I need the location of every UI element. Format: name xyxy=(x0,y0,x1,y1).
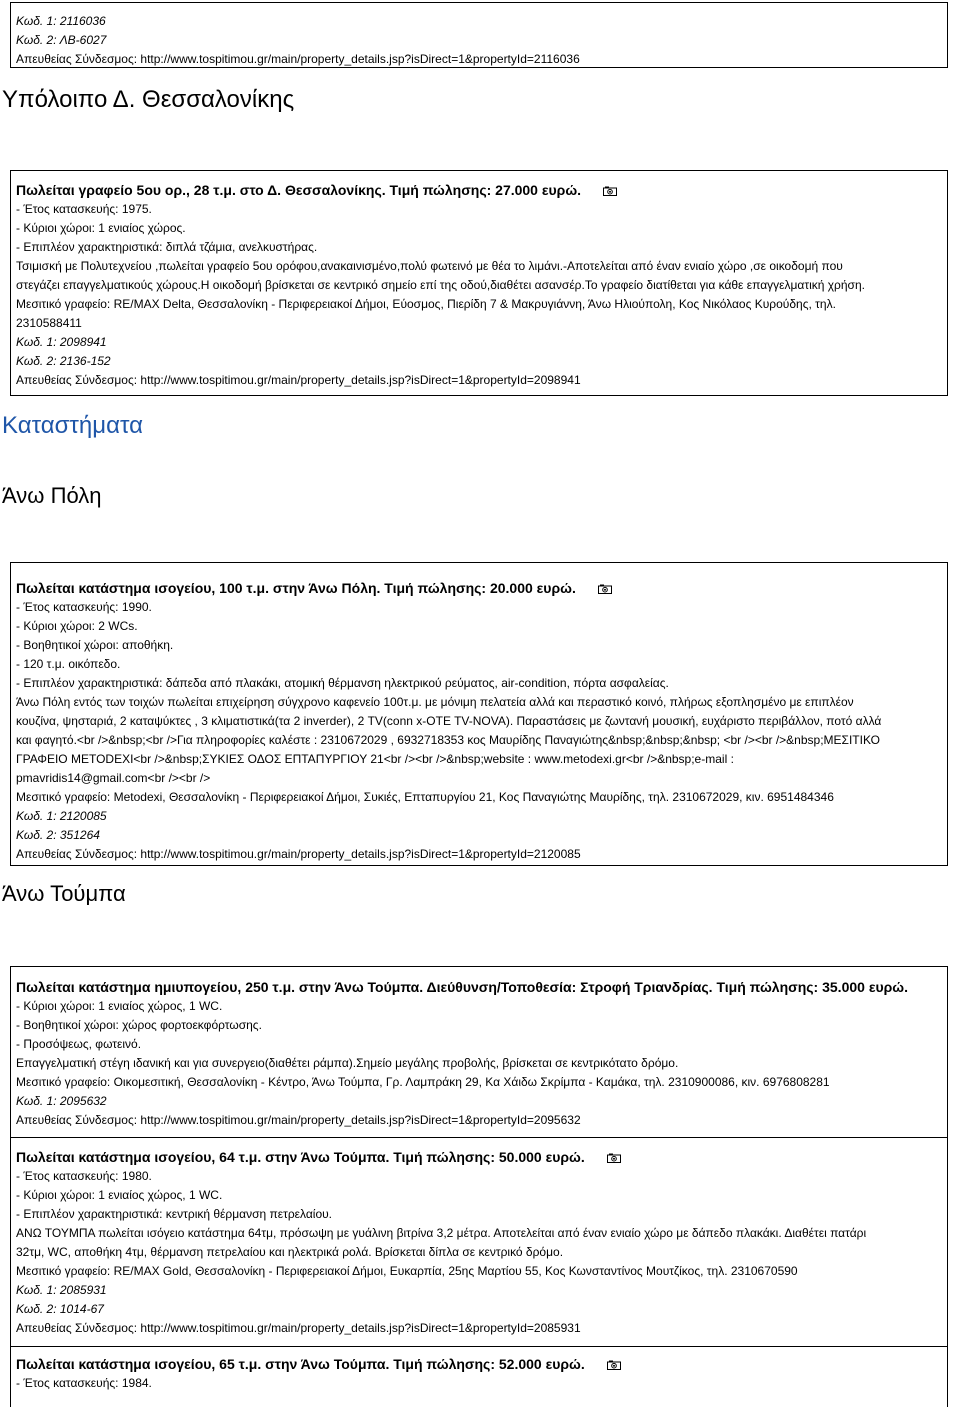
listing-line: και φαγητό.<br />&nbsp;<br />Για πληροφορίες καλέστε : 2310672029 , 6932718353 κος Μαυρίδης Παναγιώτης&nbsp;&nbsp;&nbsp; <br /><br />&nbsp;ΜΕΣΙΤΙΚΟ xyxy=(16,733,880,747)
listing-line: - Κύριοι χώροι: 1 ενιαίος χώρος. xyxy=(16,221,186,235)
code-1: Κωδ. 1: 2095632 xyxy=(16,1094,107,1108)
direct-link[interactable]: Απευθείας Σύνδεσμος: http://www.tospitimou.gr/main/property_details.jsp?isDirect=1&propertyId=2098941 xyxy=(16,373,581,387)
code-1: Κωδ. 1: 2098941 xyxy=(16,335,107,349)
direct-link[interactable]: Απευθείας Σύνδεσμος: http://www.tospitimou.gr/main/property_details.jsp?isDirect=1&propertyId=2116036 xyxy=(16,52,580,66)
camera-icon[interactable] xyxy=(603,186,617,196)
code-2: Κωδ. 2: 1014-67 xyxy=(16,1302,104,1316)
listing-box-office xyxy=(10,170,948,396)
camera-icon[interactable] xyxy=(607,1153,621,1163)
code-1: Κωδ. 1: 2116036 xyxy=(16,14,106,28)
listing-title xyxy=(16,1148,947,1167)
listing-title xyxy=(16,1355,947,1374)
listing-title-text: Πωλείται γραφείο 5ου ορ., 28 τ.μ. στο Δ. Θεσσαλονίκης. Τιμή πώλησης: 27.000 ευρώ. xyxy=(16,182,582,198)
listing-title xyxy=(16,181,947,200)
listing-line: - Κύριοι χώροι: 1 ενιαίος χώρος, 1 WC. xyxy=(16,1188,223,1202)
listing-line: - Επιπλέον χαρακτηριστικά: δάπεδα από πλακάκι, ατομική θέρμανση ηλεκτρικού ρεύματος, air-condition, πόρτα ασφαλείας. xyxy=(16,676,669,690)
listing-line: ΓΡΑΦΕΙΟ METODEXI<br />&nbsp;ΣΥΚΙΕΣ ΟΔΟΣ ΕΠΤΑΠΥΡΓΙΟΥ 21<br /><br />&nbsp;website : www.metodexi.gr<br />&nbsp;e-mail : xyxy=(16,752,734,766)
listing-line: - Έτος κατασκευής: 1984. xyxy=(16,1376,152,1390)
listing-line: Μεσιτικό γραφείο: RE/MAX Delta, Θεσσαλονίκη - Περιφερειακοί Δήμοι, Εύοσμος, Πιερίδη 7 & Μακρυγιάννη, Άνω Ηλιούπολη, Κος Νικόλαος Κυρούδης, τηλ. xyxy=(16,297,836,311)
listing-line: - Επιπλέον χαρακτηριστικά: διπλά τζάμια, ανελκυστήρας. xyxy=(16,240,318,254)
listing-box-store-ano-toumpa-2 xyxy=(10,1137,948,1347)
listing-line: κουζίνα, ψησταριά, 2 καταψύκτες , 3 κλιματιστικά(τα 2 inverder), 2 TV(conn x-OTE TV-NOVA). Παραστάσεις με ζωντανή μουσική, ευχάριστο περιβάλλον, ποτό αλλά xyxy=(16,714,882,728)
listing-line: Μεσιτικό γραφείο: RE/MAX Gold, Θεσσαλονίκη - Περιφερειακοί Δήμοι, Ευκαρπία, 25ης Μαρτίου 55, Κος Κωνσταντίνος Μουτζίκος, τηλ. 2310670590 xyxy=(16,1264,798,1278)
listing-title-text: Πωλείται κατάστημα ισογείου, 64 τ.μ. στην Άνω Τούμπα. Τιμή πώλησης: 50.000 ευρώ. xyxy=(16,1149,585,1165)
camera-icon[interactable] xyxy=(598,584,612,594)
listing-line: Τσιμισκή με Πολυτεχνείου ,πωλείται γραφείο 5ου ορόφου,ανακαινισμένο,πολύ φωτεινό με θέα το λιμάνι.-Αποτελείται από έναν ενιαίο χώρο ,σε οικοδομή που xyxy=(16,259,843,273)
code-2: Κωδ. 2: ΛΒ-6027 xyxy=(16,33,107,47)
code-1: Κωδ. 1: 2120085 xyxy=(16,809,107,823)
listing-line: - Έτος κατασκευής: 1980. xyxy=(16,1169,152,1183)
listing-box-store-ano-toumpa-3 xyxy=(10,1346,948,1407)
code-2: Κωδ. 2: 2136-152 xyxy=(16,354,111,368)
listing-title: Πωλείται κατάστημα ημιυπογείου, 250 τ.μ. στην Άνω Τούμπα. Διεύθυνση/Τοποθεσία: Στροφή Τριανδρίας. Τιμή πώλησης: 35.000 ευρώ. xyxy=(16,979,908,995)
listing-line: Επαγγελματική στέγη ιδανική και για συνεργειο(διαθέτει ράμπα).Σημείο μεγάλης προβολής, βρίσκεται σε κεντρικότατο δρόμο. xyxy=(16,1056,679,1070)
direct-link[interactable]: Απευθείας Σύνδεσμος: http://www.tospitimou.gr/main/property_details.jsp?isDirect=1&propertyId=2120085 xyxy=(16,847,581,861)
listing-line: - Βοηθητικοί χώροι: αποθήκη. xyxy=(16,638,174,652)
direct-link[interactable]: Απευθείας Σύνδεσμος: http://www.tospitimou.gr/main/property_details.jsp?isDirect=1&propertyId=2095632 xyxy=(16,1113,581,1127)
listing-line: Μεσιτικό γραφείο: Οικομεσιτική, Θεσσαλονίκη - Κέντρο, Άνω Τούμπα, Γρ. Λαμπράκη 29, Κα Χάιδω Σκρίμπα - Καμάκα, τηλ. 2310900086, κιν. 6976808281 xyxy=(16,1075,830,1089)
listing-line: - Προσόψεως, φωτεινό. xyxy=(16,1037,142,1051)
listing-title-text: Πωλείται κατάστημα ισογείου, 100 τ.μ. στην Άνω Πόλη. Τιμή πώλησης: 20.000 ευρώ. xyxy=(16,580,576,596)
listing-line: Μεσιτικό γραφείο: Metodexi, Θεσσαλονίκη - Περιφερειακοί Δήμοι, Συκιές, Επταπυργίου 21, Κος Παναγιώτης Μαυρίδης, τηλ. 2310672029, κιν. 6951484346 xyxy=(16,790,834,804)
listing-title xyxy=(16,579,947,598)
listing-box-store-ano-poli xyxy=(10,562,948,866)
section-heading-ypoloipo: Υπόλοιπο Δ. Θεσσαλονίκης xyxy=(2,86,295,113)
camera-icon[interactable] xyxy=(607,1360,621,1370)
listing-line: - Επιπλέον χαρακτηριστικά: κεντρική θέρμανση πετρελαίου. xyxy=(16,1207,333,1221)
section-heading-ano-poli: Άνω Πόλη xyxy=(2,483,102,508)
section-heading-ano-toumpa: Άνω Τούμπα xyxy=(2,881,126,906)
listing-line: Άνω Πόλη εντός των τοιχών πωλείται επιχείρηση σύγχρονο καφενείο 100τ.μ. με μόνιμη πελατεία αλλά και περαστικό κοινό, πλήρως εξοπλησμένο με επιπλέον xyxy=(16,695,854,709)
listing-line: στεγάζει επαγγελματικούς χώρους.Η οικοδομή βρίσκεται σε κεντρικό σημείο επί της οδού,διαθέτει ασανσέρ.Το γραφείο διατίθεται για κάθε επαγγελματική χρήση. xyxy=(16,278,865,292)
direct-link[interactable]: Απευθείας Σύνδεσμος: http://www.tospitimou.gr/main/property_details.jsp?isDirect=1&propertyId=2085931 xyxy=(16,1321,581,1335)
listing-box-top xyxy=(10,2,948,68)
listing-line: - Κύριοι χώροι: 2 WCs. xyxy=(16,619,138,633)
listing-line: ΑΝΩ ΤΟΥΜΠΑ πωλείται ισόγειο κατάστημα 64τμ, πρόσωψη με γυάλινη βιτρίνα 3,2 μέτρα. Αποτελείται από έναν ενιαίο χώρο με δάπεδο πλακάκι. Διαθέτει πατάρι xyxy=(16,1226,867,1240)
code-1: Κωδ. 1: 2085931 xyxy=(16,1283,107,1297)
listing-line: 32τμ, WC, αποθήκη 4τμ, θέρμανση πετρελαίου και ηλεκτρικά ρολά. Βρίσκεται δίπλα σε κεντρικό δρόμο. xyxy=(16,1245,564,1259)
listing-title-text: Πωλείται κατάστημα ισογείου, 65 τ.μ. στην Άνω Τούμπα. Τιμή πώλησης: 52.000 ευρώ. xyxy=(16,1356,585,1372)
listing-line: - Κύριοι χώροι: 1 ενιαίος χώρος, 1 WC. xyxy=(16,999,223,1013)
listing-line: - Έτος κατασκευής: 1990. xyxy=(16,600,152,614)
code-2: Κωδ. 2: 351264 xyxy=(16,828,100,842)
listing-box-store-ano-toumpa-1 xyxy=(10,966,948,1138)
section-heading-katastimata: Καταστήματα xyxy=(2,412,143,439)
listing-line: pmavridis14@gmail.com<br /><br /> xyxy=(16,771,211,785)
listing-line: - Έτος κατασκευής: 1975. xyxy=(16,202,152,216)
listing-line: 2310588411 xyxy=(16,316,82,330)
listing-line: - 120 τ.μ. οικόπεδο. xyxy=(16,657,121,671)
listing-line: - Βοηθητικοί χώροι: χώρος φορτοεκφόρτωσης. xyxy=(16,1018,262,1032)
